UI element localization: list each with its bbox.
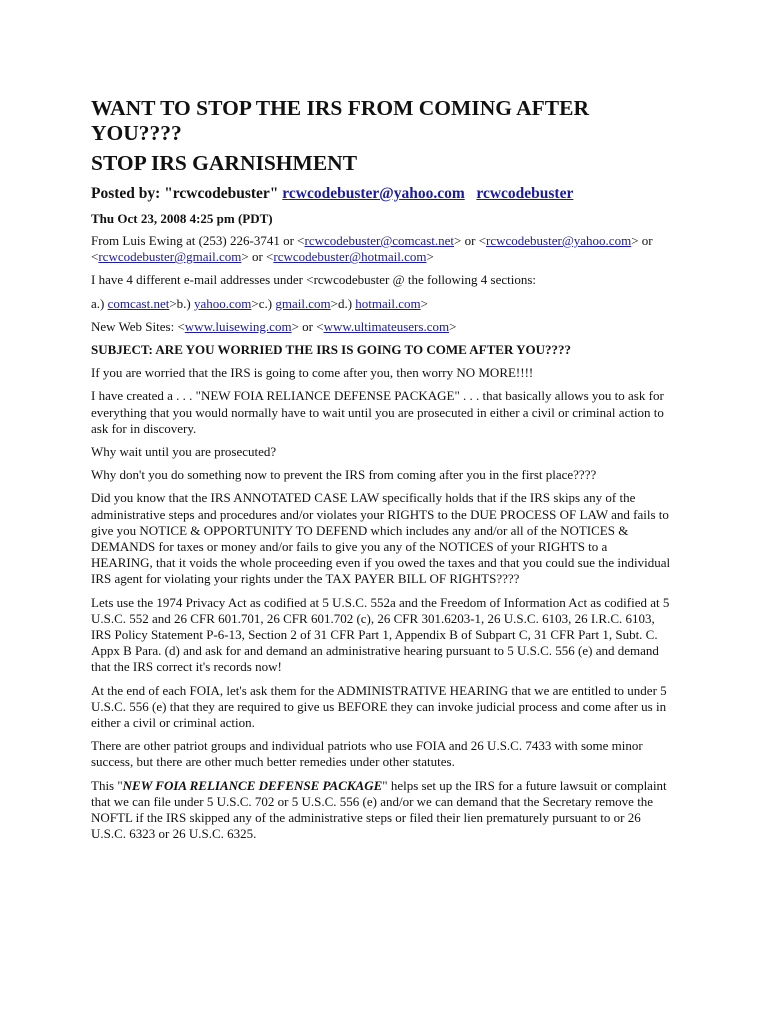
paragraph-package-lawsuit	[91, 778, 671, 843]
page-subtitle: STOP IRS GARNISHMENT	[91, 151, 358, 175]
domain-d-prefix: >d.)	[330, 295, 356, 311]
paragraph-worry: If you are worried that the IRS is going to come after you, then worry NO MORE!!!!	[91, 365, 534, 381]
document-page	[91, 96, 671, 850]
posted-by-label: Posted by: "rcwcodebuster"	[91, 185, 283, 202]
hotmail-domain-link[interactable]: hotmail.com	[355, 295, 421, 311]
paragraph-patriot-groups: There are other patriot groups and individual patriots who use FOIA and 26 U.S.C. 7433 with some minor success, but there are other much better remedies under other statutes.	[91, 738, 643, 770]
paragraph-case-law: Did you know that the IRS ANNOTATED CASE LAW specifically holds that if the IRS skips any of the administrative steps and procedures and/or violates your RIGHTS to the DUE PROCESS OF LAW and fails to give you NOTICE & OPPORTUNITY TO DEFEND which includes any and/or all of the NOTICES & DEMANDS for taxes or money and/or fails to give you any of the NOTICES of your RIGHTS to a HEARING, that it voids the whole proceeding even if you owed the taxes and that you could sue the individual IRS agent for violating your rights under the TAX PAYER BILL OF RIGHTS????	[91, 490, 671, 587]
websites-line	[91, 319, 671, 335]
websites-prefix: New Web Sites: <	[91, 318, 185, 334]
contact-separator: > or <	[91, 233, 653, 265]
ultimateusers-site-link[interactable]: www.ultimateusers.com	[323, 318, 450, 334]
contact-paragraph	[91, 233, 671, 265]
contact-separator: > or <	[454, 233, 487, 248]
paragraph-prevent: Why don't you do something now to prevent the IRS from coming after you in the first place????	[91, 467, 597, 483]
package-name-emphasis: NEW FOIA RELIANCE DEFENSE PACKAGE	[122, 777, 383, 793]
contact-separator: > or <	[241, 249, 274, 265]
package-rest: " helps set up the IRS for a future lawsuit or complaint that we can file under 5 U.S.C. 702 or 5 U.S.C. 556 (e) and/or we can demand that the Secretary remove the NOFTL if the IRS skipped any of the administrative steps or filed their lien prematurely pursuant to or 26 U.S.C. 6323 or 26 U.S.C. 6325.	[91, 777, 667, 842]
poster-profile-link[interactable]: rcwcodebuster	[476, 185, 574, 202]
paragraph-privacy-act: Lets use the 1974 Privacy Act as codified at 5 U.S.C. 552a and the Freedom of Information Act as codified at 5 U.S.C. 552 and 26 CFR 601.701, 26 CFR 601.702 (c), 26 CFR 301.6203-1, 26 U.S.C. 6103, 26 I.R.C. 6103, IRS Policy Statement P-6-13, Section 2 of 31 CFR Part 1, Appendix B of Subpart C, 31 CFR Part 1, Subt. C. Appx B Para. (d) and ask for and demand an administrative hearing pursuant to 5 U.S.C. 556 (e) and demand that the IRS correct it's records now!	[91, 594, 670, 675]
gmail-email-link[interactable]: rcwcodebuster@gmail.com	[98, 249, 242, 265]
addresses-intro: I have 4 different e-mail addresses under <rcwcodebuster @ the following 4 sections:	[91, 272, 537, 288]
domain-end: >	[420, 295, 428, 311]
hotmail-email-link[interactable]: rcwcodebuster@hotmail.com	[273, 249, 427, 265]
domains-list	[91, 296, 671, 312]
domain-c-prefix: >c.)	[251, 295, 276, 311]
yahoo-email-link[interactable]: rcwcodebuster@yahoo.com	[486, 233, 632, 248]
contact-from-text: From Luis Ewing at (253) 226-3741 or <	[91, 233, 305, 248]
gmail-domain-link[interactable]: gmail.com	[275, 295, 331, 311]
websites-separator: > or <	[291, 318, 324, 334]
comcast-email-link[interactable]: rcwcodebuster@comcast.net	[304, 233, 455, 248]
yahoo-domain-link[interactable]: yahoo.com	[194, 295, 252, 311]
poster-email-link[interactable]: rcwcodebuster@yahoo.com	[282, 185, 465, 202]
page-title: WANT TO STOP THE IRS FROM COMING AFTER YOU????	[91, 96, 589, 145]
subject-line: SUBJECT: ARE YOU WORRIED THE IRS IS GOING TO COME AFTER YOU????	[91, 342, 572, 358]
paragraph-why-wait: Why wait until you are prosecuted?	[91, 444, 277, 460]
package-prefix: This "	[91, 777, 123, 793]
contact-end: >	[426, 249, 434, 265]
paragraph-admin-hearing: At the end of each FOIA, let's ask them for the ADMINISTRATIVE HEARING that we are entitled to under 5 U.S.C. 556 (e) that they are required to give us BEFORE they can invoke judicial process and come after us in either a civil or criminal action.	[91, 682, 667, 731]
domain-b-prefix: >b.)	[169, 295, 195, 311]
domain-a-prefix: a.)	[91, 295, 108, 311]
paragraph-package-intro: I have created a . . . "NEW FOIA RELIANCE DEFENSE PACKAGE" . . . that basically allows you to ask for everything that you would normally have to wait until you are prosecuted in either a civil or criminal action to ask for in discovery.	[91, 388, 664, 436]
comcast-domain-link[interactable]: comcast.net	[107, 295, 170, 311]
luisewing-site-link[interactable]: www.luisewing.com	[184, 318, 292, 334]
websites-end: >	[449, 318, 457, 334]
posted-by-line	[91, 184, 671, 204]
post-date: Thu Oct 23, 2008 4:25 pm (PDT)	[91, 211, 273, 226]
